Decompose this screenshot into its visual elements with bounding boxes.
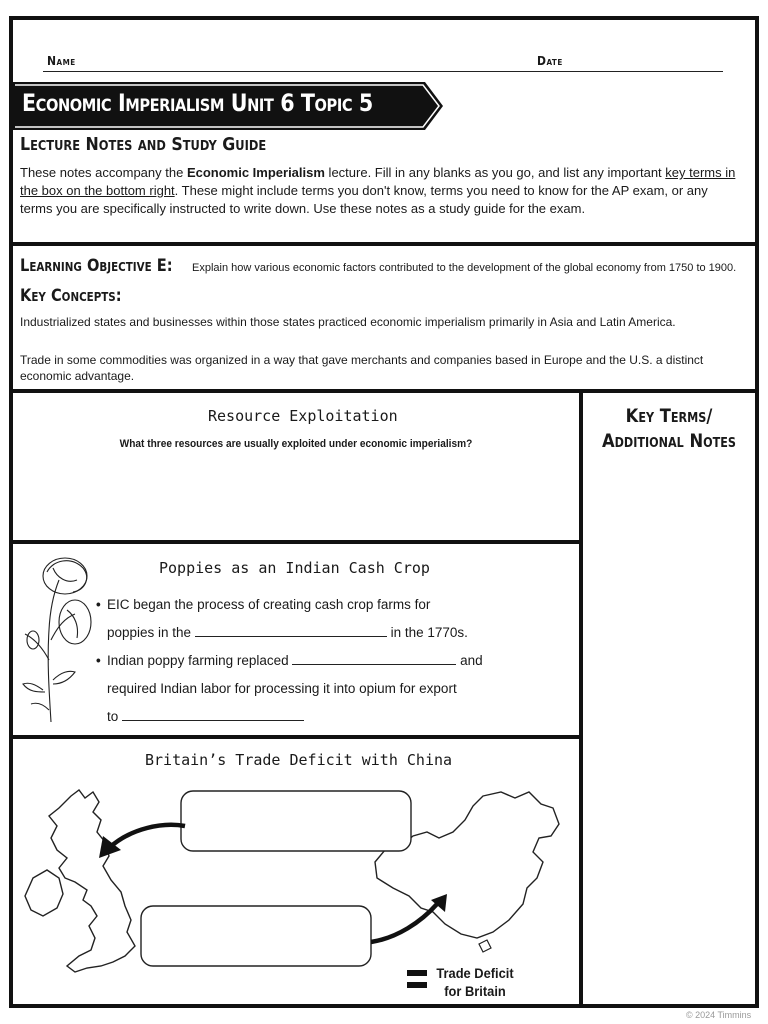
key-concept-2: Trade in some commodities was organized in a way that gave merchants and companies based in Europe and the U.S. a distinct economic advantage.: [20, 353, 704, 383]
key-terms-heading: [595, 404, 743, 454]
ireland-map: [25, 870, 63, 916]
date-label: Date: [537, 54, 563, 68]
objective-label: Learning Objective E:: [20, 256, 173, 276]
bullet-icon: •: [96, 597, 101, 612]
poppies-heading: Poppies as an Indian Cash Crop: [159, 559, 430, 577]
bullet-text: in the 1770s.: [386, 625, 468, 640]
name-label: Name: [47, 54, 76, 68]
intro-text-3: . These might include terms you don't know, terms you need to know for the AP exam, or any terms you are specifically instructed to write down. Use these notes as a study guide for the exam.: [20, 183, 708, 216]
resource-heading: Resource Exploitation: [208, 407, 398, 425]
worksheet-frame: [9, 16, 759, 1008]
key-terms-line2: Additional Notes: [602, 430, 736, 452]
page-subtitle: Lecture Notes and Study Guide: [20, 134, 267, 155]
copyright: © 2024 Timmins: [686, 1010, 752, 1020]
equals-sign-bottom: [407, 982, 427, 988]
bullet-text: poppies in the: [107, 625, 195, 640]
trade-diagram: [13, 20, 579, 1012]
intro-underlined: key terms in the box on the bottom right: [20, 165, 736, 198]
bullet-text: to: [107, 709, 123, 724]
key-concepts-label: Key Concepts:: [20, 286, 122, 306]
page-title: Economic Imperialism Unit 6 Topic 5: [22, 89, 373, 117]
hainan-map: [479, 940, 491, 952]
bullet-text: EIC began the process of creating cash crop farms for: [107, 597, 431, 612]
intro-text-2: lecture. Fill in any blanks as you go, and list any important: [324, 165, 666, 180]
bullet-text: required Indian labor for processing it into opium for export: [107, 681, 457, 696]
bullet-text: Indian poppy farming replaced: [107, 653, 293, 668]
column-divider: [579, 393, 583, 1008]
trade-heading: Britain’s Trade Deficit with China: [145, 751, 453, 769]
answer-box-bottom[interactable]: [141, 906, 371, 966]
bullet-text: and: [456, 653, 483, 668]
deficit-line2: for Britain: [444, 983, 506, 999]
objective-text: Explain how various economic factors contributed to the development of the global economy from 1750 to 1900.: [192, 262, 737, 274]
intro-text-1: These notes accompany the: [20, 165, 187, 180]
equals-sign-top: [407, 970, 427, 976]
answer-box-top[interactable]: [181, 791, 411, 851]
deficit-line1: Trade Deficit: [436, 965, 514, 981]
resource-question: What three resources are usually exploited under economic imperialism?: [119, 438, 473, 450]
britain-map: [49, 790, 135, 972]
arrow-to-britain: [109, 825, 185, 848]
trade-deficit-label: [436, 964, 513, 1000]
bullet-icon: •: [96, 653, 101, 668]
intro-bold: Economic Imperialism: [186, 165, 325, 180]
key-concept-1: Industrialized states and businesses within those states practiced economic imperialism primarily in Asia and Latin America.: [20, 315, 676, 329]
key-terms-line1: Key Terms/: [625, 405, 713, 427]
